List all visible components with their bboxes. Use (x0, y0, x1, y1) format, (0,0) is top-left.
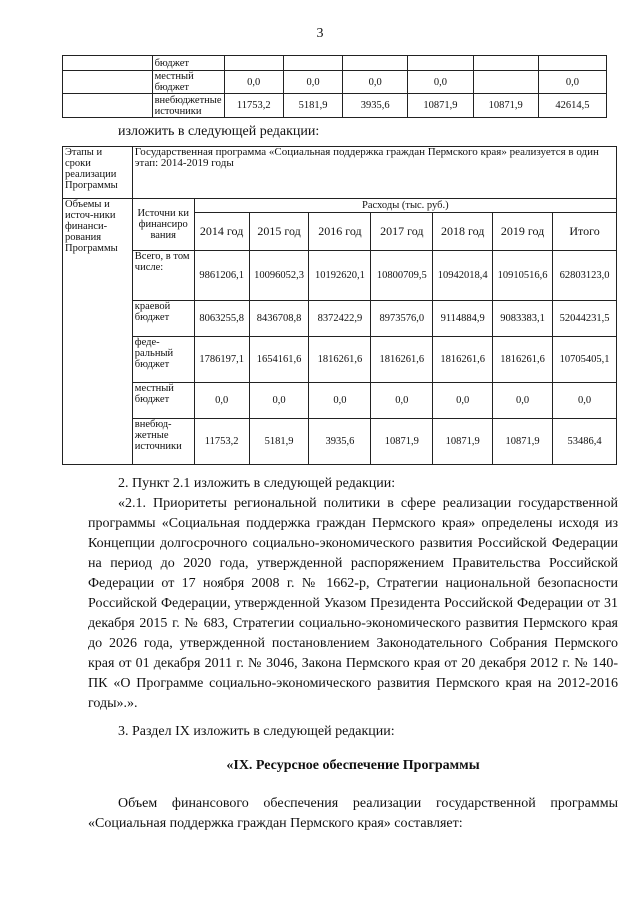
row-label: бюджет (152, 56, 224, 71)
table-row (63, 419, 617, 465)
stage-label: Этапы и сроки реализации Программы (63, 147, 133, 199)
value-cell: 0,0 (343, 71, 408, 94)
paragraph-4: Объем финансового обеспечения реализации государственной программы «Социальная поддержка граждан Пермского края» составляет: (88, 796, 618, 831)
table-continuation (62, 55, 607, 118)
value-cell (473, 56, 538, 71)
lead-text: изложить в следующей редакции: (118, 124, 320, 139)
source-label: внебюд-жетные источники (132, 419, 194, 465)
table-row (63, 56, 607, 71)
row-label: внебюджетные источники (152, 94, 224, 118)
value-cell: 8436708,8 (249, 301, 309, 337)
value-cell: 10871,9 (408, 94, 473, 118)
table-row (63, 71, 607, 94)
volume-label: Объемы и источ-ники финанси-рования Программы (63, 199, 133, 465)
year-header: 2018 год (433, 213, 493, 251)
value-cell: 10871,9 (433, 419, 493, 465)
value-cell: 10096052,3 (249, 251, 309, 301)
value-cell: 1816261,6 (309, 337, 371, 383)
year-header: 2016 год (309, 213, 371, 251)
table-row (63, 94, 607, 118)
table-row (63, 301, 617, 337)
value-cell: 10871,9 (493, 419, 553, 465)
value-cell: 5181,9 (283, 94, 342, 118)
table-program-passport (62, 146, 617, 465)
year-header: 2019 год (493, 213, 553, 251)
source-label: местный бюджет (132, 383, 194, 419)
value-cell: 10192620,1 (309, 251, 371, 301)
value-cell (343, 56, 408, 71)
paragraph-1: 2. Пункт 2.1 изложить в следующей редакции: (118, 476, 396, 491)
section-heading: «IX. Ресурсное обеспечение Программы (226, 758, 480, 773)
value-cell: 1816261,6 (371, 337, 433, 383)
paragraph-2: «2.1. Приоритеты региональной политики в сфере реализации государственной программы «Социальная поддержка граждан Пермского края» определены исходя из Концепции долгосрочного социально-экономического развития Российской Федерации на период до 2020 года, утвержденной распоряжением Правительства Российской Федерации от 17 ноября 2008 г. № 1662-р, Стратегии национальной безопасности Российской Федерации, утвержденной Указом Президента Российской Федерации от 31 декабря 2015 г. № 683, Стратегии социально-экономического развития Пермского края до 2026 года, утвержденной постановлением Законодательного Собрания Пермского края от 01 декабря 2011 г. № 3046, Закона Пермского края от 20 декабря 2012 г. № 140-ПК «О Программе социально-экономического развития Пермского края на 2012-2016 годы».». (88, 496, 618, 711)
table-row (63, 383, 617, 419)
value-cell: 1816261,6 (493, 337, 553, 383)
value-cell: 10800709,5 (371, 251, 433, 301)
value-cell: 0,0 (538, 71, 606, 94)
value-cell: 0,0 (194, 383, 249, 419)
page-number: 3 (316, 26, 324, 41)
year-header: 2015 год (249, 213, 309, 251)
value-cell (408, 56, 473, 71)
value-cell: 53486,4 (553, 419, 617, 465)
value-cell: 10871,9 (473, 94, 538, 118)
value-cell: 52044231,5 (553, 301, 617, 337)
year-header: Итого (553, 213, 617, 251)
value-cell: 42614,5 (538, 94, 606, 118)
value-cell: 10871,9 (371, 419, 433, 465)
table-row (63, 337, 617, 383)
source-label: феде-ральный бюджет (132, 337, 194, 383)
value-cell: 5181,9 (249, 419, 309, 465)
value-cell: 0,0 (371, 383, 433, 419)
value-cell: 8372422,9 (309, 301, 371, 337)
table-row (63, 251, 617, 301)
value-cell (473, 71, 538, 94)
value-cell: 3935,6 (343, 94, 408, 118)
value-cell (224, 56, 283, 71)
value-cell: 0,0 (493, 383, 553, 419)
value-cell: 0,0 (309, 383, 371, 419)
value-cell: 62803123,0 (553, 251, 617, 301)
stage-value: Государственная программа «Социальная поддержка граждан Пермского края» реализуется в один этап: 2014-2019 годы (132, 147, 616, 199)
value-cell: 0,0 (553, 383, 617, 419)
expenses-header: Расходы (тыс. руб.) (194, 199, 616, 213)
year-header: 2017 год (371, 213, 433, 251)
value-cell: 10942018,4 (433, 251, 493, 301)
value-cell: 0,0 (224, 71, 283, 94)
value-cell: 1654161,6 (249, 337, 309, 383)
value-cell: 9083383,1 (493, 301, 553, 337)
paragraph-3: 3. Раздел IX изложить в следующей редакции: (118, 724, 395, 739)
value-cell: 0,0 (283, 71, 342, 94)
value-cell: 9114884,9 (433, 301, 493, 337)
value-cell (538, 56, 606, 71)
value-cell: 11753,2 (224, 94, 283, 118)
source-label: Всего, в том числе: (132, 251, 194, 301)
value-cell (283, 56, 342, 71)
year-header: 2014 год (194, 213, 249, 251)
blank-cell (63, 71, 153, 94)
value-cell: 3935,6 (309, 419, 371, 465)
row-label: местный бюджет (152, 71, 224, 94)
source-label: краевой бюджет (132, 301, 194, 337)
value-cell: 10910516,6 (493, 251, 553, 301)
blank-cell (63, 56, 153, 71)
value-cell: 8063255,8 (194, 301, 249, 337)
value-cell: 0,0 (408, 71, 473, 94)
value-cell: 11753,2 (194, 419, 249, 465)
blank-cell (63, 94, 153, 118)
value-cell: 1786197,1 (194, 337, 249, 383)
value-cell: 9861206,1 (194, 251, 249, 301)
sources-header: Источни ки финансиро вания (132, 199, 194, 251)
value-cell: 10705405,1 (553, 337, 617, 383)
value-cell: 1816261,6 (433, 337, 493, 383)
value-cell: 8973576,0 (371, 301, 433, 337)
value-cell: 0,0 (249, 383, 309, 419)
value-cell: 0,0 (433, 383, 493, 419)
